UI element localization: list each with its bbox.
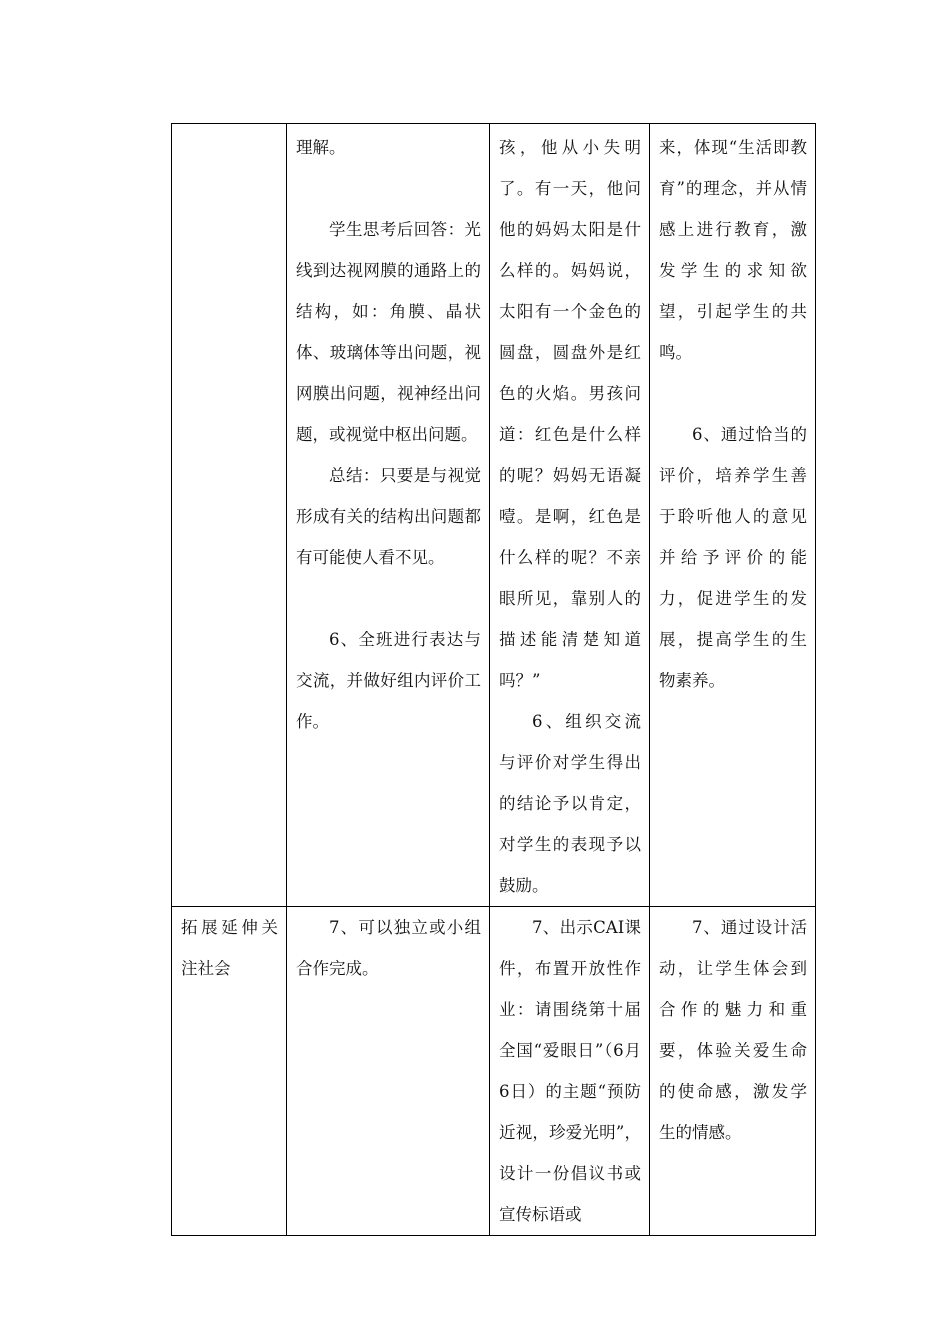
teacher-activity-paragraph: 7、出示CAI课件，布置开放性作业：请围绕第十届全国“爱眼日”（6月6日）的主题“预防近视，珍爱光明”，设计一份倡议书或宣传标语或 — [499, 918, 641, 1224]
teacher-activity-cell — [490, 124, 650, 907]
student-activity-paragraph: 理解。 — [296, 138, 346, 157]
design-intent-paragraph: 来，体现“生活即教育”的理念，并从情感上进行教育，激发学生的求知欲望，引起学生的共鸣。 — [659, 138, 807, 362]
design-intent-paragraph: 6、通过恰当的评价，培养学生善于聆听他人的意见并给予评价的能力，促进学生的发展，提高学生的生物素养。 — [659, 425, 807, 690]
stage-text — [172, 124, 286, 127]
design-intent-cell — [650, 907, 816, 1236]
design-intent-cell — [650, 124, 816, 907]
teacher-activity-paragraph: 孩，他从小失明了。有一天，他问他的妈妈太阳是什么样的。妈妈说，太阳有一个金色的圆盘，圆盘外是红色的火焰。男孩问道：红色是什么样的呢？妈妈无语凝噎。是啊，红色是什么样的呢？不亲眼所见，靠别人的描述能清楚知道吗？” — [499, 138, 641, 690]
design-intent-paragraph: 7、通过设计活动，让学生体会到合作的魅力和重要，体验关爱生命的使命感，激发学生的情感。 — [659, 918, 807, 1142]
lesson-plan-table — [171, 123, 816, 1236]
student-activity-paragraph: 总结：只要是与视觉形成有关的结构出问题都有可能使人看不见。 — [296, 466, 481, 567]
stage-text: 拓展延伸关注社会 — [181, 918, 278, 978]
student-activity-paragraph: 学生思考后回答：光线到达视网膜的通路上的结构，如：角膜、晶状体、玻璃体等出问题，视网膜出问题，视神经出问题，或视觉中枢出问题。 — [296, 220, 481, 444]
student-activity-cell — [287, 124, 490, 907]
teacher-activity-cell — [490, 907, 650, 1236]
student-activity-paragraph: 7、可以独立或小组合作完成。 — [296, 918, 481, 978]
teacher-activity-paragraph: 6、组织交流与评价对学生得出的结论予以肯定，对学生的表现予以鼓励。 — [499, 712, 641, 895]
stage-cell — [172, 907, 287, 1236]
student-activity-cell — [287, 907, 490, 1236]
table-row — [172, 907, 816, 1236]
student-activity-paragraph: 6、全班进行表达与交流，并做好组内评价工作。 — [296, 630, 481, 731]
table-row — [172, 124, 816, 907]
stage-cell — [172, 124, 287, 907]
